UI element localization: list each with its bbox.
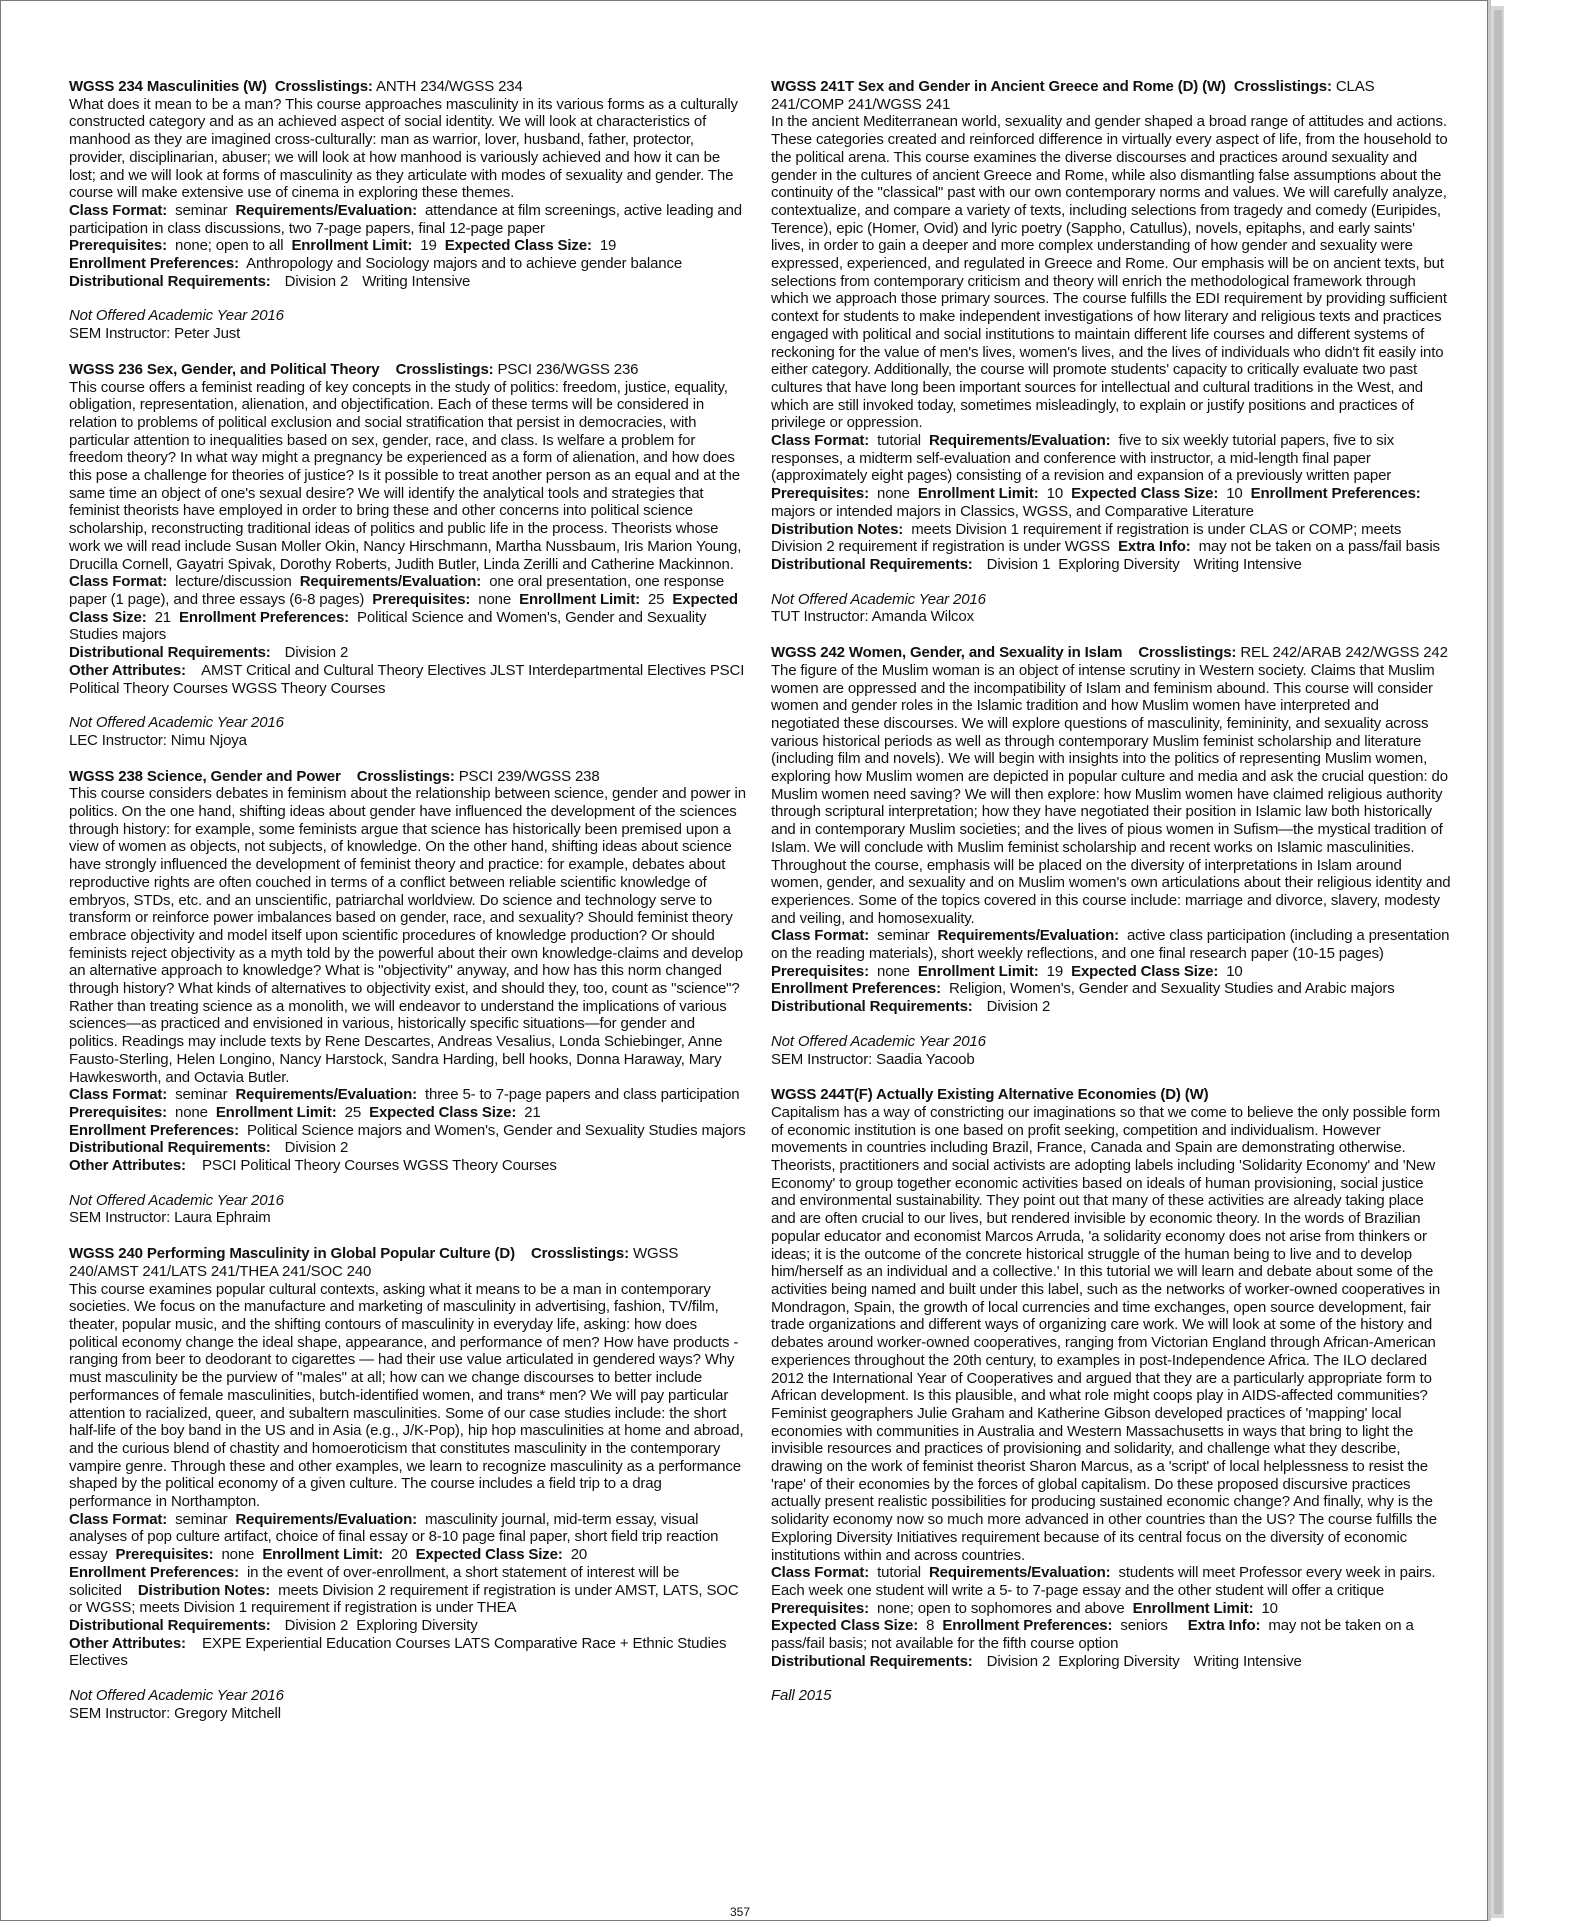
course-entry — [69, 1245, 747, 1722]
other-attributes-label: Other Attributes: — [69, 1157, 186, 1175]
semester-offered: Fall 2015 — [771, 1687, 832, 1705]
requirements-value: one oral presentation, one response paper (1 page), and three essays (6-8 pages) — [69, 573, 725, 608]
course-code-title: WGSS 244T(F) Actually Existing Alternative Economies (D) (W) — [771, 1086, 1209, 1104]
course-entry — [69, 361, 747, 750]
requirements-value: masculinity journal, mid-term essay, visual analyses of pop culture artifact, choice of final essay or 8-10 page final paper, short field trip reaction essay — [69, 1510, 719, 1564]
distribution-item: Division 2 — [284, 1616, 349, 1634]
class-size-value: 20 — [570, 1546, 588, 1564]
distributional-label: Distributional Requirements: — [69, 644, 271, 662]
requirements-label: Requirements/Evaluation: — [235, 201, 417, 219]
prerequisites-label: Prerequisites: — [115, 1546, 214, 1564]
distribution-item: Division 1 — [986, 555, 1051, 573]
enrollment-preferences-label: Enrollment Preferences: — [942, 1617, 1113, 1635]
prerequisites-value: none — [478, 590, 512, 608]
distributional-label: Distributional Requirements: — [69, 1616, 271, 1634]
extra-info-value: may not be taken on a pass/fail basis; not available for the fifth course option — [771, 1617, 1414, 1653]
course-header — [771, 1086, 1451, 1104]
crosslistings-label: Crosslistings: — [1138, 644, 1237, 662]
enrollment-limit-label: Enrollment Limit: — [291, 237, 413, 255]
instructor-line: SEM Instructor: Gregory Mitchell — [69, 1704, 281, 1722]
crosslistings-value: PSCI 236/WGSS 236 — [497, 360, 639, 378]
class-size-label: Expected Class Size: — [771, 1617, 919, 1635]
class-size-value: 21 — [154, 608, 171, 626]
crosslistings-value: CLAS 241/COMP 241/WGSS 241 — [771, 78, 1375, 113]
class-format-label: Class Format: — [771, 927, 870, 945]
prerequisites-label: Prerequisites: — [372, 590, 471, 608]
course-details — [69, 1511, 747, 1670]
enrollment-preferences-value: in the event of over-enrollment, a short statement of interest will be solicited — [69, 1563, 680, 1599]
crosslistings-value: ANTH 234/WGSS 234 — [375, 78, 523, 95]
distribution-item: Division 2 — [284, 272, 349, 290]
requirements-label: Requirements/Evaluation: — [929, 432, 1111, 450]
left-column — [69, 78, 747, 1740]
requirements-value: five to six weekly tutorial papers, five to six responses, a midterm self-evaluation and conference with instructor, a mid-length final paper (approximately eight pages) consisting of a revision and expansion of a previously written paper — [771, 432, 1395, 485]
other-attributes-label: Other Attributes: — [69, 1634, 186, 1652]
distribution-item: Exploring Diversity — [1058, 555, 1180, 573]
crosslistings-label: Crosslistings: — [531, 1245, 629, 1263]
class-format-value: tutorial — [877, 432, 921, 450]
course-code-title: WGSS 234 Masculinities (W) — [69, 78, 267, 95]
course-details — [69, 573, 747, 697]
instructor-line: SEM Instructor: Saadia Yacoob — [771, 1050, 975, 1068]
extra-info-label: Extra Info: — [1187, 1617, 1261, 1635]
enrollment-limit-value: 10 — [1046, 485, 1064, 503]
enrollment-preferences-value: Political Science and Women's, Gender and Sexuality Studies majors — [69, 608, 707, 644]
enrollment-limit-label: Enrollment Limit: — [1132, 1599, 1254, 1617]
enrollment-limit-label: Enrollment Limit: — [215, 1103, 337, 1121]
distribution-item: Writing Intensive — [1193, 1652, 1302, 1670]
class-format-value: seminar — [175, 1086, 228, 1104]
enrollment-preferences-value: majors or intended majors in Classics, WGSS, and Comparative Literature — [771, 502, 1254, 520]
course-header — [69, 78, 747, 96]
course-code-title: WGSS 240 Performing Masculinity in Global Popular Culture (D) — [69, 1245, 515, 1263]
course-description: The figure of the Muslim woman is an object of intense scrutiny in Western society. Claims that Muslim women are oppressed and the incompatibility of Islam and feminism abound. This course will consider women and gender roles in the Islamic tradition and how Muslim women have interpreted and negotiated these discourses. We will explore questions of masculinity, femininity, and sexuality across various historical periods as well as through contemporary Muslim feminist scholarship and literature (including film and novels). We will begin with insights into the politics of representing Muslim women, exploring how Muslim women are depicted in popular culture and media and ask the crucial question: do Muslim women need saving? We will then explore: how Muslim women have claimed religious authority through scriptural interpretation; how they have negotiated their position in Islamic law both historically and in contemporary Muslim societies; and the lives of pious women in Sufism—the mystical tradition of Islam. We will conclude with Muslim feminist scholarship and recent works on Islamic masculinities. Throughout the course, emphasis will be placed on the diversity of interpretations in Islam around women, gender, and sexuality and on Muslim women's own articulations about their religious identity and experiences. Some of the topics covered in this course include: marriage and divorce, slavery, modesty and veiling, and homosexuality. — [771, 661, 1451, 927]
crosslistings-label: Crosslistings: — [1233, 78, 1332, 95]
requirements-value: active class participation (including a presentation on the reading materials), short weekly reflections, and one final research paper (10-15 pages) — [771, 927, 1450, 963]
enrollment-limit-value: 19 — [420, 237, 437, 255]
enrollment-preferences-label: Enrollment Preferences: — [179, 608, 349, 626]
class-size-label: Expected Class Size: — [1071, 962, 1219, 980]
distribution-item: Division 2 — [284, 644, 349, 662]
distribution-item: Division 2 — [986, 998, 1051, 1016]
course-entry — [69, 78, 747, 343]
distribution-notes-label: Distribution Notes: — [771, 520, 904, 538]
enrollment-preferences-value: Anthropology and Sociology majors and to achieve gender balance — [246, 255, 683, 273]
other-attributes-label: Other Attributes: — [69, 661, 186, 679]
course-entry — [771, 644, 1451, 1068]
distributional-label: Distributional Requirements: — [771, 555, 973, 573]
class-format-value: seminar — [175, 201, 228, 219]
page-edge-shadow-inner — [1494, 10, 1502, 1914]
requirements-label: Requirements/Evaluation: — [929, 1564, 1111, 1582]
requirements-value: three 5- to 7-page papers and class participation — [424, 1086, 740, 1104]
enrollment-limit-value: 10 — [1261, 1599, 1278, 1617]
enrollment-limit-label: Enrollment Limit: — [262, 1546, 384, 1564]
prerequisites-value: none — [877, 962, 910, 980]
requirements-label: Requirements/Evaluation: — [299, 573, 482, 591]
class-format-value: tutorial — [877, 1564, 921, 1582]
course-code-title: WGSS 241T Sex and Gender in Ancient Greece and Rome (D) (W) — [771, 78, 1226, 95]
enrollment-limit-label: Enrollment Limit: — [917, 962, 1039, 980]
enrollment-limit-value: 25 — [647, 590, 665, 608]
prerequisites-value: none — [175, 1103, 208, 1121]
distributional-label: Distributional Requirements: — [69, 1139, 271, 1157]
course-description: This course offers a feminist reading of key concepts in the study of politics: freedom, justice, equality, obligation, representation, alienation, and objectification. Each of these terms will be considered in relation to problems of political exclusion and social stratification that persist in democracies, with particular attention to inequalities based on sex, gender, race, and class. Is welfare a problem for freedom theory? In what way might a pregnancy be experienced as a form of alienation, and how does this pose a challenge for theories of justice? Is it possible to treat another person as an equal and at the same time an object of one's sexual desire? We will identify the analytical tools and strategies that feminist theorists have employed in order to bring these and other concerns into political science scholarship, reconstructing traditional ideas of politics and public life in the process. Theorists whose work we will read include Susan Moller Okin, Nancy Hirschmann, Martha Nussbaum, Iris Marion Young, Drucilla Cornell, Gayatri Spivak, Dorothy Roberts, Judith Butler, Linda Zerilli and Catherine Mackinnon. — [69, 378, 742, 573]
course-entry — [771, 1086, 1451, 1705]
class-size-label: Expected Class Size: — [444, 237, 592, 255]
enrollment-preferences-value: Political Science majors and Women's, Gender and Sexuality Studies majors — [247, 1121, 746, 1139]
enrollment-preferences-label: Enrollment Preferences: — [69, 255, 239, 273]
course-header — [69, 361, 747, 379]
requirements-label: Requirements/Evaluation: — [235, 1086, 417, 1104]
course-header — [771, 78, 1451, 113]
class-size-value: 10 — [1226, 485, 1243, 503]
offered-status: Not Offered Academic Year 2016 — [771, 1032, 986, 1050]
distribution-item: Division 2 — [284, 1139, 349, 1157]
class-size-value: 19 — [599, 237, 617, 255]
distribution-item: Writing Intensive — [1193, 555, 1302, 573]
class-size-value: 8 — [926, 1617, 935, 1635]
crosslistings-label: Crosslistings: — [395, 360, 494, 378]
course-details — [69, 1086, 747, 1175]
course-details — [771, 432, 1451, 574]
distributional-label: Distributional Requirements: — [69, 272, 271, 290]
prerequisites-label: Prerequisites: — [69, 1103, 167, 1121]
offered-status: Not Offered Academic Year 2016 — [771, 590, 986, 608]
prerequisites-value: none — [877, 485, 910, 503]
enrollment-limit-value: 20 — [391, 1546, 408, 1564]
prerequisites-label: Prerequisites: — [771, 485, 869, 503]
enrollment-limit-value: 25 — [344, 1103, 362, 1121]
course-description: Capitalism has a way of constricting our imaginations so that we come to believe the only possible form of economic institution is one based on profit seeking, competition and individualism. However movements in countries including Brazil, France, Canada and Spain are demonstrating otherwise. Theorists, practitioners and social activists are adopting labels including 'Solidarity Economy' and 'New Economy' to group together economic activities based on ideals of human provisioning, social justice and environmental sustainability. They point out that many of these activities are already taking place and are often crucial to our lives, but rendered invisible by economic theory. In the words of Brazilian popular educator and economist Marcos Arruda, 'a solidarity economy does not arise from thinkers or ideas; it is the outcome of the concrete historical struggle of the human being to live and to develop him/herself as an individual and a collective.' In this tutorial we will learn and debate about some of the activities being named and built under this label, such as the networks of worker-owned cooperatives in Mondragon, Spain, the growth of local currencies and time exchanges, open source development, fair trade organizations and different ways of organizing care work. We will look at some of the history and debates around worker-owned cooperatives, ranging from Victorian England through African-American experiences throughout the 20th century, to examples in post-Independence Africa. The ILO declared 2012 the International Year of Cooperatives and argued that they are a particularly appropriate form to African development. Is this plausible, and what role might coops play in AIDS-affected communities? Feminist geographers Julie Graham and Katherine Gibson developed practices of 'mapping' local economies with communities in Australia and Western Massachusetts in ways that bring to light the invisible resources and practices of provisioning and solidarity, and challenge what they describe, drawing on the work of feminist theorist Sharon Marcus, as a 'script' of local helplessness to resist the 'rape' of their economies by the forces of global capitalism. Do these proposed discursive practices actually present realistic possibilities for producing sustained economic change? And finally, why is the solidarity economy now so much more advanced in other countries than the US? The course fulfills the Exploring Diversity Initiatives requirement because of its central focus on the diversity of economic institutions within and across countries. — [771, 1103, 1441, 1564]
course-details — [69, 202, 747, 291]
course-header — [69, 768, 747, 786]
enrollment-preferences-value: Religion, Women's, Gender and Sexuality Studies and Arabic majors — [949, 980, 1395, 998]
enrollment-limit-label: Enrollment Limit: — [917, 485, 1039, 503]
instructor-line: TUT Instructor: Amanda Wilcox — [771, 608, 974, 626]
prerequisites-value: none; open to sophomores and above — [877, 1599, 1125, 1617]
prerequisites-label: Prerequisites: — [771, 962, 869, 980]
distributional-label: Distributional Requirements: — [771, 998, 973, 1016]
requirements-label: Requirements/Evaluation: — [937, 927, 1119, 945]
offered-status: Not Offered Academic Year 2016 — [69, 714, 284, 732]
course-header — [69, 1245, 747, 1280]
crosslistings-label: Crosslistings: — [356, 767, 455, 785]
course-entry — [69, 768, 747, 1228]
crosslistings-value: PSCI 239/WGSS 238 — [458, 767, 600, 785]
class-size-label: Expected Class Size: — [369, 1103, 517, 1121]
course-description: What does it mean to be a man? This course approaches masculinity in its various forms as a culturally constructed category and as an achieved aspect of social identity. We will look at characteristics of manhood as they are imagined cross-culturally: man as warrior, lover, husband, father, protector, provider, disciplinarian, abuser; we will look at how manhood is variously achieved and how it can be lost; and we will look at forms of masculinity as they articulate with modes of sexuality and gender. The course will make extensive use of cinema in exploring these themes. — [69, 95, 738, 202]
distribution-notes-label: Distribution Notes: — [137, 1581, 271, 1599]
enrollment-preferences-label: Enrollment Preferences: — [771, 980, 941, 998]
right-column — [771, 78, 1451, 1723]
distribution-item: Exploring Diversity — [1058, 1652, 1180, 1670]
class-format-value: seminar — [877, 927, 930, 945]
crosslistings-label: Crosslistings: — [274, 78, 373, 95]
course-code-title: WGSS 238 Science, Gender and Power — [69, 767, 341, 785]
requirements-value: attendance at film screenings, active leading and participation in class discussions, two 7-page papers, final 12-page paper — [69, 201, 743, 237]
distributional-label: Distributional Requirements: — [771, 1652, 973, 1670]
instructor-line: SEM Instructor: Laura Ephraim — [69, 1209, 271, 1227]
distribution-item: Division 2 — [986, 1652, 1051, 1670]
class-format-label: Class Format: — [69, 201, 168, 219]
requirements-value: students will meet Professor every week in pairs. Each week one student will write a 5- to 7-page essay and the other student will offer a critique — [771, 1564, 1436, 1599]
course-description: This course considers debates in feminism about the relationship between science, gender and power in politics. On the one hand, shifting ideas about gender have influenced the development of the sciences through history: for example, some feminists argue that science has historically been premised upon a view of women as objects, not subjects, of knowledge. On the other hand, shifting ideas about science have strongly influenced the development of feminist theory and practice: for example, debates about reproductive rights are often couched in terms of a conflict between reliable scientific knowledge of embryos, STDs, etc. and an unscientific, patriarchal worldview. Do science and technology serve to transform or reinforce power imbalances based on gender, race, and sexuality? Should feminist theory embrace objectivity and model itself upon scientific procedures of knowledge production? Or should feminists reject objectivity as a myth told by the powerful about their own knowledge-claims and develop an alternative approach to knowledge? What is "objectivity" anyway, and how has this norm changed through history? What kinds of alternatives to objectivity exist, and should they, too, count as "science"? Rather than treating science as a monolith, we will endeavor to understand the implications of various sciences—as practiced and envisioned in various, historically specific situations—for gender and politics. Readings may include texts by Rene Descartes, Andreas Vesalius, Londa Schiebinger, Anne Fausto-Sterling, Helen Longino, Nancy Harstock, Sandra Harding, bell hooks, Donna Haraway, Mary Hawkesworth, and Octavia Butler. — [69, 785, 746, 1086]
class-size-label: Expected Class Size: — [1071, 485, 1219, 503]
class-format-label: Class Format: — [771, 1564, 870, 1582]
prerequisites-value: none — [221, 1546, 255, 1564]
enrollment-preferences-value: seniors — [1120, 1617, 1168, 1635]
extra-info-value: may not be taken on a pass/fail basis — [1198, 538, 1440, 556]
course-entry — [771, 78, 1451, 626]
instructor-line: LEC Instructor: Nimu Njoya — [69, 731, 247, 749]
course-code-title: WGSS 242 Women, Gender, and Sexuality in Islam — [771, 644, 1123, 662]
course-code-title: WGSS 236 Sex, Gender, and Political Theory — [69, 360, 380, 378]
offered-status: Not Offered Academic Year 2016 — [69, 1191, 284, 1209]
prerequisites-label: Prerequisites: — [771, 1599, 869, 1617]
class-size-value: 10 — [1226, 962, 1243, 980]
enrollment-limit-value: 19 — [1046, 962, 1064, 980]
other-attributes-value: PSCI Political Theory Courses WGSS Theory Courses — [201, 1157, 557, 1175]
prerequisites-label: Prerequisites: — [69, 237, 167, 255]
offered-status: Not Offered Academic Year 2016 — [69, 307, 284, 325]
other-attributes-value: AMST Critical and Cultural Theory Electives JLST Interdepartmental Electives PSCI Political Theory Courses WGSS Theory Courses — [69, 661, 745, 697]
distribution-item: Writing Intensive — [362, 272, 471, 290]
class-format-label: Class Format: — [69, 1086, 168, 1104]
course-details — [771, 1564, 1451, 1670]
class-format-label: Class Format: — [69, 573, 168, 591]
class-size-label: Expected Class Size: — [415, 1546, 563, 1564]
course-description: In the ancient Mediterranean world, sexuality and gender shaped a broad range of attitudes and actions. These categories created and reinforced difference in virtually every aspect of life, from the household to the political arena. This course examines the diverse discourses and practices around sexuality and gender in the cultures of ancient Greece and Rome, while also dismantling false assumptions about the continuity of the "classical" past with our own contemporary norms and values. We will carefully analyze, contextualize, and compare a variety of texts, including selections from tragedy and comedy (Euripides, Terence), epic (Homer, Ovid) and lyric poetry (Sappho, Catullus), novels, epitaphs, and early saints' lives, in order to gain a deeper and more complex understanding of how gender and sexuality were expressed, experienced, and regulated in Greece and Rome. Our emphasis will be on ancient texts, but selections from contemporary criticism and theory will enrich the methodological framework through which we approach those primary sources. The course fulfills the EDI requirement by providing sufficient context for students to make independent investigations of how literary and religious texts and practices engaged with political and social institutions to maintain different life courses and different systems of reckoning for the value of men's lives, women's lives, and the lives of individuals who didn't fit easily into either category. Additionally, the course will promote students' capacity to critically evaluate two past cultures that have long been important sources for intellectual and cultural traditions in the West, and which are still invoked today, sometimes misleadingly, to explain or justify positions and practices of privilege or oppression. — [771, 113, 1448, 432]
enrollment-limit-label: Enrollment Limit: — [519, 590, 640, 608]
prerequisites-value: none; open to all — [175, 237, 284, 255]
enrollment-preferences-label: Enrollment Preferences: — [1250, 485, 1421, 503]
enrollment-preferences-label: Enrollment Preferences: — [69, 1563, 239, 1581]
other-attributes-value: EXPE Experiential Education Courses LATS Comparative Race + Ethnic Studies Electives — [69, 1634, 727, 1670]
class-size-value: 21 — [524, 1103, 541, 1121]
class-format-label: Class Format: — [771, 432, 870, 450]
class-size-label: Expected Class Size: — [69, 590, 738, 626]
crosslistings-value: REL 242/ARAB 242/WGSS 242 — [1240, 644, 1448, 662]
distribution-item: Exploring Diversity — [356, 1616, 478, 1634]
distribution-notes-value: meets Division 1 requirement if registration is under CLAS or COMP; meets Division 2 requirement if registration is under WGSS — [771, 520, 1402, 556]
course-details — [771, 927, 1451, 1016]
crosslistings-value: WGSS 240/AMST 241/LATS 241/THEA 241/SOC 240 — [69, 1245, 679, 1280]
course-header — [771, 644, 1451, 662]
class-format-label: Class Format: — [69, 1510, 168, 1528]
distribution-notes-value: meets Division 2 requirement if registration is under AMST, LATS, SOC or WGSS; meets Division 1 requirement if registration is under THEA — [69, 1581, 739, 1617]
instructor-line: SEM Instructor: Peter Just — [69, 325, 241, 343]
enrollment-preferences-label: Enrollment Preferences: — [69, 1121, 239, 1139]
class-format-value: seminar — [175, 1510, 228, 1528]
extra-info-label: Extra Info: — [1118, 538, 1191, 556]
course-description: This course examines popular cultural contexts, asking what it means to be a man in contemporary societies. We focus on the manufacture and marketing of masculinity in advertising, fashion, TV/film, theater, popular music, and the shifting contours of masculinity in everyday life, asking: how does political economy change the ideal shape, appearance, and performance of men? How have products - ranging from beer to deodorant to cigarettes — had their use value articulated in gendered ways? Why must masculinity be the purview of "males" at all; how can we change discourses to better include performances of female masculinities, butch-identified women, and trans* men? We will pay particular attention to racialized, queer, and subaltern masculinities. Some of our case studies include: the short half-life of the boy band in the US and in Asia (e.g., J/K-Pop), hip hop masculinities at home and abroad, and the curious blend of chastity and homoeroticism that constitutes masculinity in the contemporary vampire genre. Through these and other examples, we learn to recognize masculinity as a performance shaped by the political economy of a given culture. The course includes a field trip to a drag performance in Northampton. — [69, 1280, 744, 1511]
offered-status: Not Offered Academic Year 2016 — [69, 1687, 284, 1705]
page-number: 357 — [730, 1905, 751, 1919]
class-format-value: lecture/discussion — [175, 573, 292, 591]
requirements-label: Requirements/Evaluation: — [235, 1510, 417, 1528]
